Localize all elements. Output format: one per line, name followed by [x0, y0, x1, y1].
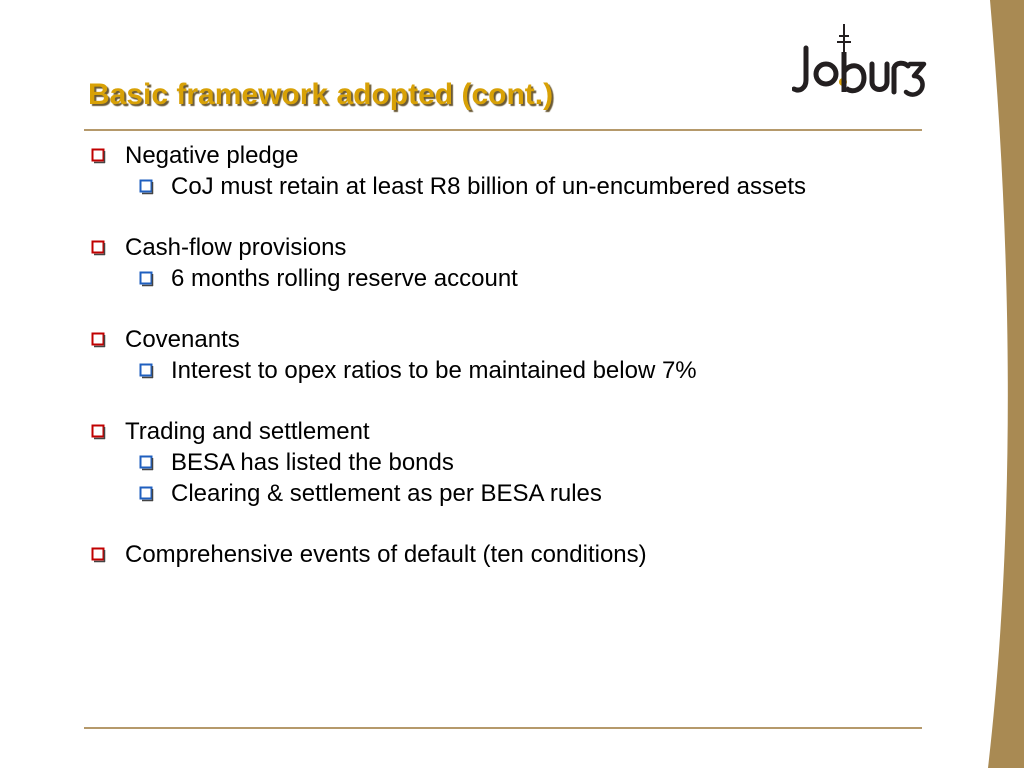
hollow-square-bullet-icon	[138, 179, 154, 195]
sub-item-text: 6 months rolling reserve account	[171, 265, 518, 292]
hollow-square-bullet-icon	[138, 455, 154, 471]
footer-divider	[84, 727, 922, 729]
list-item	[90, 355, 950, 386]
page-title: Basic framework adopted (cont.)	[88, 78, 554, 111]
list-item	[90, 140, 950, 171]
hollow-square-bullet-icon	[90, 148, 106, 164]
section-heading: Trading and settlement	[125, 418, 370, 445]
hollow-square-bullet-icon	[138, 486, 154, 502]
list-item	[90, 232, 950, 263]
side-decorative-band	[964, 0, 1024, 768]
section-heading: Cash-flow provisions	[125, 234, 347, 261]
section-heading: Negative pledge	[125, 142, 299, 169]
list-item	[90, 263, 950, 294]
hollow-square-bullet-icon	[90, 240, 106, 256]
sub-item-text: Clearing & settlement as per BESA rules	[171, 480, 602, 507]
section-heading: Covenants	[125, 326, 240, 353]
list-item	[90, 539, 950, 570]
hollow-square-bullet-icon	[138, 271, 154, 287]
hollow-square-bullet-icon	[138, 363, 154, 379]
title-divider	[84, 129, 922, 131]
hollow-square-bullet-icon	[90, 332, 106, 348]
sub-item-text: BESA has listed the bonds	[171, 449, 454, 476]
bullet-list	[90, 140, 950, 570]
section-heading: Comprehensive events of default (ten conditions)	[125, 541, 647, 568]
list-item	[90, 416, 950, 447]
sub-item-text: Interest to opex ratios to be maintained below 7%	[171, 357, 697, 384]
hollow-square-bullet-icon	[90, 424, 106, 440]
joburg-logo	[792, 22, 927, 100]
list-item	[90, 447, 950, 478]
list-item	[90, 171, 950, 202]
list-item	[90, 478, 950, 509]
sub-item-text: CoJ must retain at least R8 billion of un-encumbered assets	[171, 173, 806, 200]
list-item	[90, 324, 950, 355]
hollow-square-bullet-icon	[90, 547, 106, 563]
